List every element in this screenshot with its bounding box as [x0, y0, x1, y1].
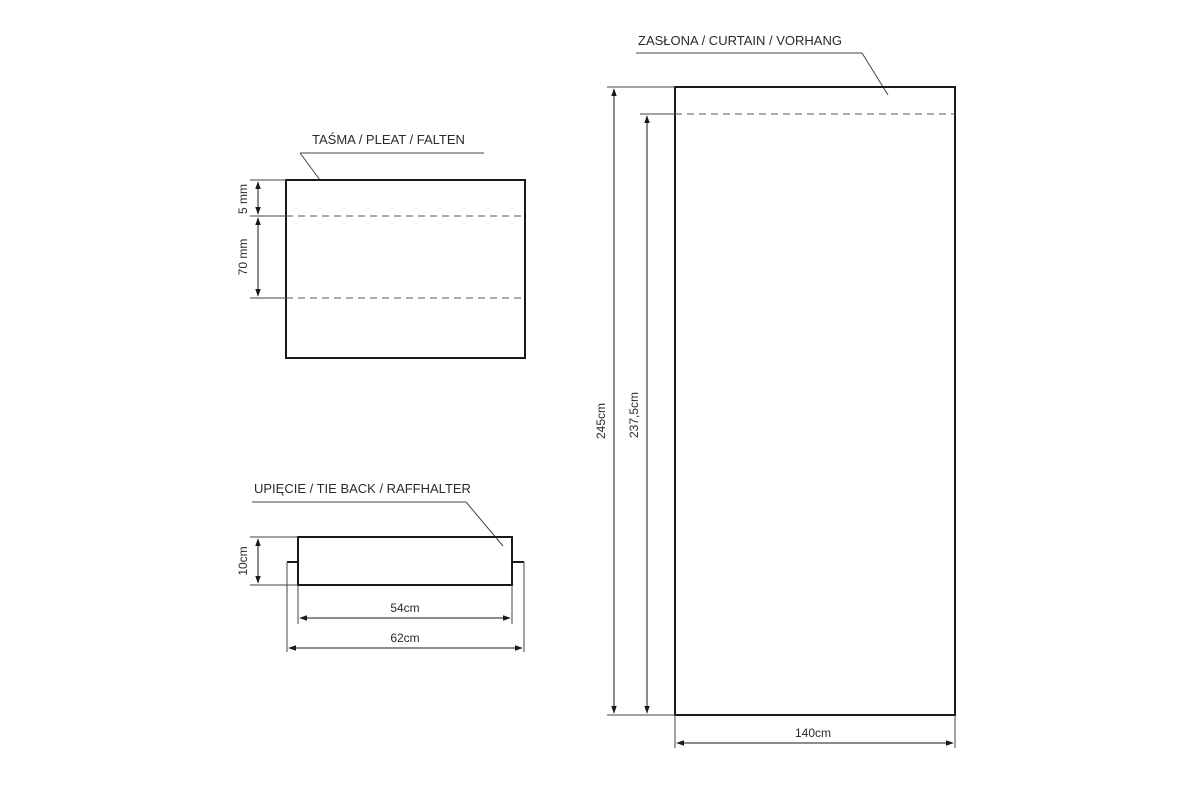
curtain-leader-tick	[862, 53, 888, 95]
curtain-dim-140-label: 140cm	[794, 726, 832, 740]
tieback-outline	[298, 537, 512, 585]
curtain-title: ZASŁONA / CURTAIN / VORHANG	[638, 33, 842, 48]
tieback-dim-height-label: 10cm	[236, 546, 250, 576]
pleat-outline	[286, 180, 525, 358]
tieback-leader-tick	[466, 502, 503, 546]
tieback-dim-54-label: 54cm	[390, 601, 420, 615]
curtain-outline	[675, 87, 955, 715]
pleat-drawing	[236, 132, 525, 358]
pleat-dim-70mm-label: 70 mm	[236, 238, 250, 276]
curtain-dim-245-label: 245cm	[594, 402, 608, 440]
pleat-title: TAŚMA / PLEAT / FALTEN	[312, 132, 465, 147]
curtain-drawing	[594, 33, 955, 748]
pleat-leader-tick	[300, 153, 320, 180]
tieback-dim-62-label: 62cm	[390, 631, 420, 645]
tieback-title: UPIĘCIE / TIE BACK / RAFFHALTER	[254, 481, 471, 496]
tieback-drawing	[236, 481, 524, 652]
curtain-dim-2375-label: 237,5cm	[627, 391, 641, 439]
pleat-dim-5mm-label: 5 mm	[236, 184, 250, 214]
